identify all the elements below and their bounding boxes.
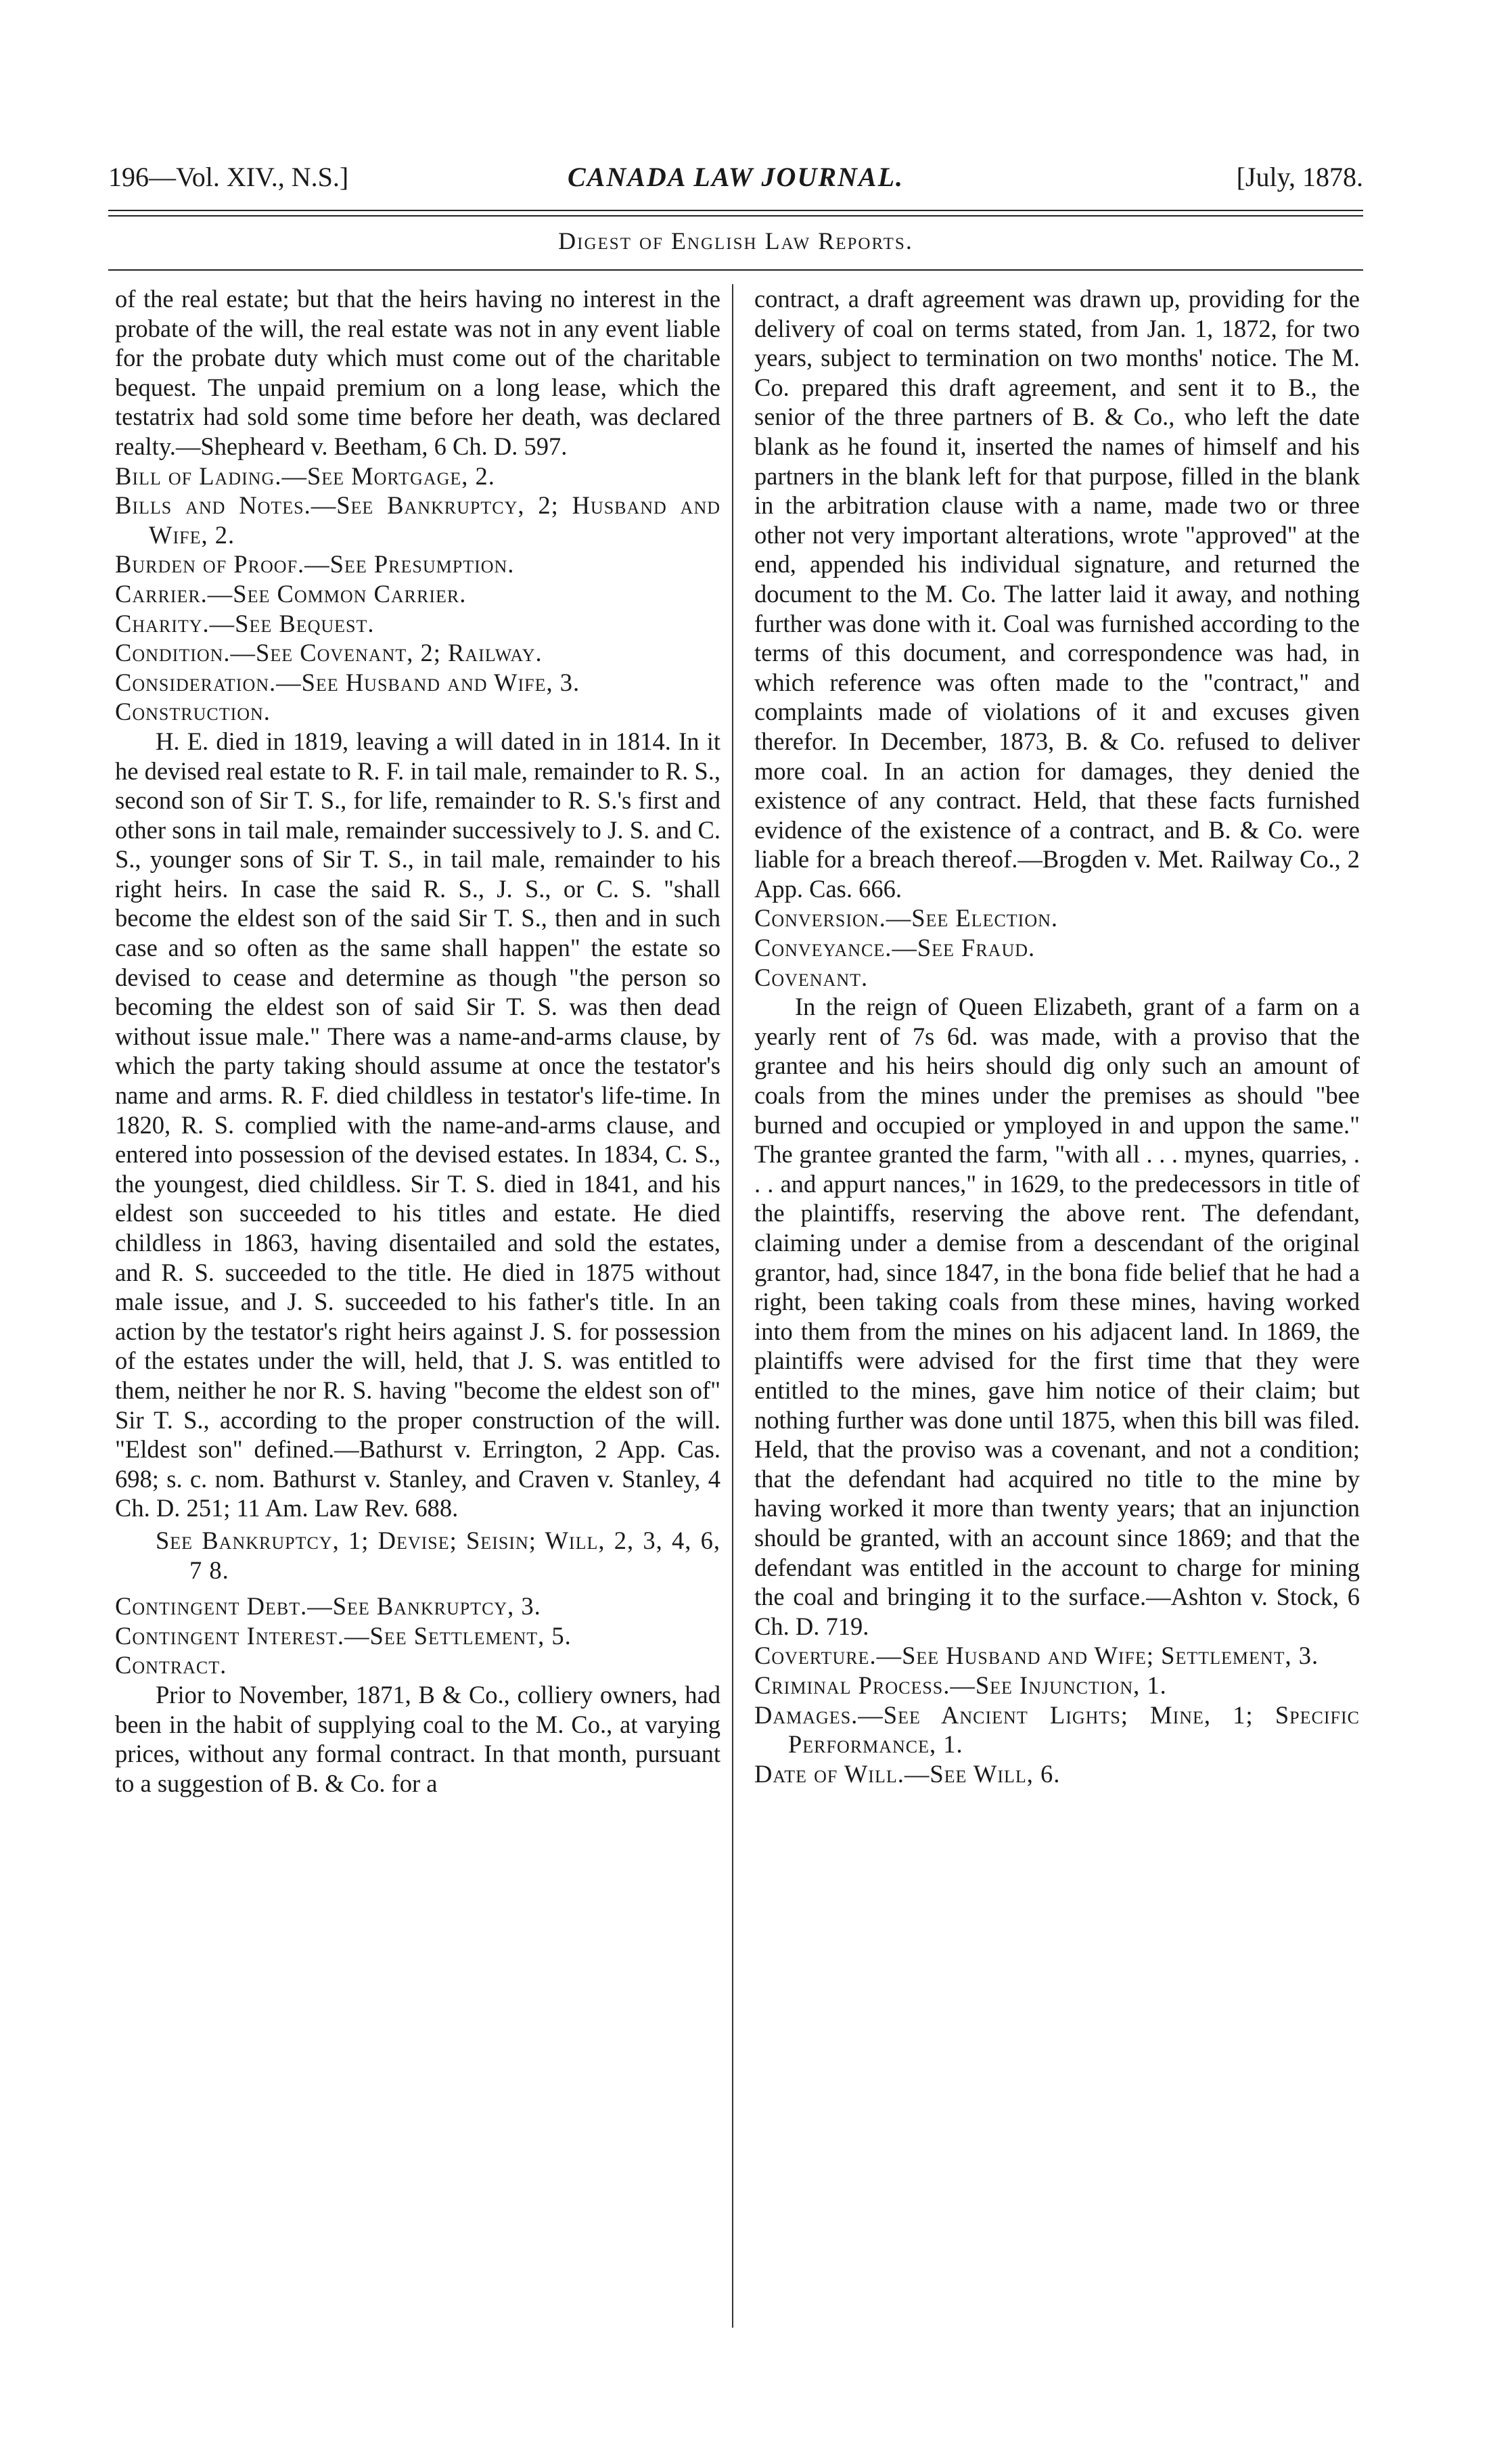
paragraph: Prior to November, 1871, B & Co., colliery owners, had been in the habit of supplying coal to the M. Co., at varying prices, without any formal contract. In that month, pursuant to a suggestion of B. & Co. for a xyxy=(115,1680,720,1797)
paragraph: H. E. died in 1819, leaving a will dated in in 1814. In it he devised real estate to R. F. in tail male, remainder to R. S., second son of Sir T. S., for life, remainder to R. S.'s first and other sons in tail male, remainder successively to J. S. and C. S., younger sons of Sir T. S., in tail male, remainder to his right heirs. In case the said R. S., J. S., or C. S. "shall become the eldest son of the said Sir T. S., then and in such case and so often as the same shall happen" the estate so devised to cease and determine as though "the person so becoming the eldest son of said Sir T. S. was then dead without issue male." There was a name-and-arms clause, by which the party taking should assume at once the testator's name and arms. R. F. died childless in testator's life-time. In 1820, R. S. complied with the name-and-arms clause, and entered into possession of the devised estates. In 1834, C. S., the youngest, died childless. Sir T. S. died in 1841, and his eldest son succeeded to his titles and estate. He died childless in 1863, having disentailed and sold the estates, and R. S. succeeded to the title. He died in 1875 without male issue, and J. S. succeeded to his father's title. In an action by the testator's right heirs against J. S. for possession of the estates under the will, held, that J. S. was entitled to them, neither he nor R. S. having "become the eldest son of" Sir T. S., according to the proper construction of the will. "Eldest son" defined.—Bathurst v. Errington, 2 App. Cas. 698; s. c. nom. Bathurst v. Stanley, and Craven v. Stanley, 4 Ch. D. 251; 11 Am. Law Rev. 688. xyxy=(115,727,720,1522)
digest-entry: Criminal Process.—See Injunction, 1. xyxy=(754,1671,1167,1699)
right-column xyxy=(754,284,1360,1788)
digest-heading: Covenant. xyxy=(754,963,869,991)
paragraph: In the reign of Queen Elizabeth, grant of a farm on a yearly rent of 7s 6d. was made, with a proviso that the grantee and his heirs should dig only such an amount of coals from the mines under the premises as should "bee burned and occupied or ymployed in and uppon the same." The grantee granted the farm, "with all . . . mynes, quarries, . . . and appurt nances," in 1629, to the predecessors in title of the plaintiffs, reserving the above rent. The defendant, claiming under a demise from a descendant of the original grantor, had, since 1847, in the bona fide belief that he had a right, been taking coals from these mines, having worked into them from the mines on his adjacent land. In 1869, the plaintiffs were advised for the first time that they were entitled to the mines, gave him notice of their claim; but nothing further was done until 1875, when this bill was filed. Held, that the proviso was a covenant, and not a condition; that the defendant had acquired no title to the mine by having worked it more than twenty years; that an injunction should be granted, with an account since 1869; and that the defendant was entitled in the account to charge for mining the coal and bringing it to the surface.—Ashton v. Stock, 6 Ch. D. 719. xyxy=(754,993,1360,1640)
digest-entry: Carrier.—See Common Carrier. xyxy=(115,579,467,608)
section-title: Digest of English Law Reports. xyxy=(558,227,913,254)
digest-entry: Date of Will.—See Will, 6. xyxy=(754,1759,1061,1788)
digest-entry: Burden of Proof.—See Presumption. xyxy=(115,550,515,579)
digest-entry: Bill of Lading.—See Mortgage, 2. xyxy=(115,461,495,490)
page-volume: 196—Vol. XIV., N.S.] xyxy=(108,162,349,192)
header-rule-top xyxy=(108,210,1363,211)
digest-entry: Coverture.—See Husband and Wife; Settlement, 3. xyxy=(754,1642,1319,1670)
digest-entry: Bills and Notes.—See Bankruptcy, 2; Husband and Wife, 2. xyxy=(115,491,720,549)
digest-entry: Conversion.—See Election. xyxy=(754,904,1059,932)
digest-entry: Conveyance.—See Fraud. xyxy=(754,934,1036,962)
journal-title: CANADA LAW JOURNAL. xyxy=(567,162,904,192)
digest-heading: Construction. xyxy=(115,698,271,726)
header-rule-bottom xyxy=(108,215,1363,217)
section-rule xyxy=(108,269,1363,271)
running-header xyxy=(108,161,1363,202)
digest-entry: Charity.—See Bequest. xyxy=(115,609,375,637)
digest-entry: Damages.—See Ancient Lights; Mine, 1; Specific Performance, 1. xyxy=(754,1700,1360,1759)
column-divider xyxy=(732,284,733,2328)
issue-date: [July, 1878. xyxy=(1236,162,1363,192)
digest-heading: Contract. xyxy=(115,1651,227,1679)
see-also: See Bankruptcy, 1; Devise; Seisin; Will, 2, 3, 4, 6, 7 8. xyxy=(156,1526,720,1584)
digest-entry: Condition.—See Covenant, 2; Railway. xyxy=(115,639,543,667)
paragraph: of the real estate; but that the heirs having no interest in the probate of the will, the real estate was not in any event liable for the probate duty which must come out of the charitable bequest. The unpaid premium on a long lease, which the testatrix had sold some time before her death, was declared realty.—Shepheard v. Beetham, 6 Ch. D. 597. xyxy=(115,285,720,460)
left-column xyxy=(115,284,720,1798)
digest-entry: Contingent Interest.—See Settlement, 5. xyxy=(115,1621,572,1650)
digest-entry: Contingent Debt.—See Bankruptcy, 3. xyxy=(115,1592,541,1621)
paragraph: contract, a draft agreement was drawn up, providing for the delivery of coal on terms stated, from Jan. 1, 1872, for two years, subject to termination on two months' notice. The M. Co. prepared this draft agreement, and sent it to B., the senior of the three partners of B. & Co., who left the date blank as he found it, inserted the names of himself and his partners in the blank left for that purpose, filled in the blank in the arbitration clause with a name, made two or three other not very important alterations, wrote "approved" at the end, appended his individual signature, and returned the document to the M. Co. The latter laid it away, and nothing further was done with it. Coal was furnished according to the terms of this document, and correspondence was had, in which reference was often made to the "contract," and complaints made of violations of it and excuses given therefor. In December, 1873, B. & Co. refused to deliver more coal. In an action for damages, they denied the existence of any contract. Held, that these facts furnished evidence of the existence of a contract, and B. & Co. were liable for a breach thereof.—Brogden v. Met. Railway Co., 2 App. Cas. 666. xyxy=(754,285,1360,903)
digest-entry: Consideration.—See Husband and Wife, 3. xyxy=(115,668,580,696)
